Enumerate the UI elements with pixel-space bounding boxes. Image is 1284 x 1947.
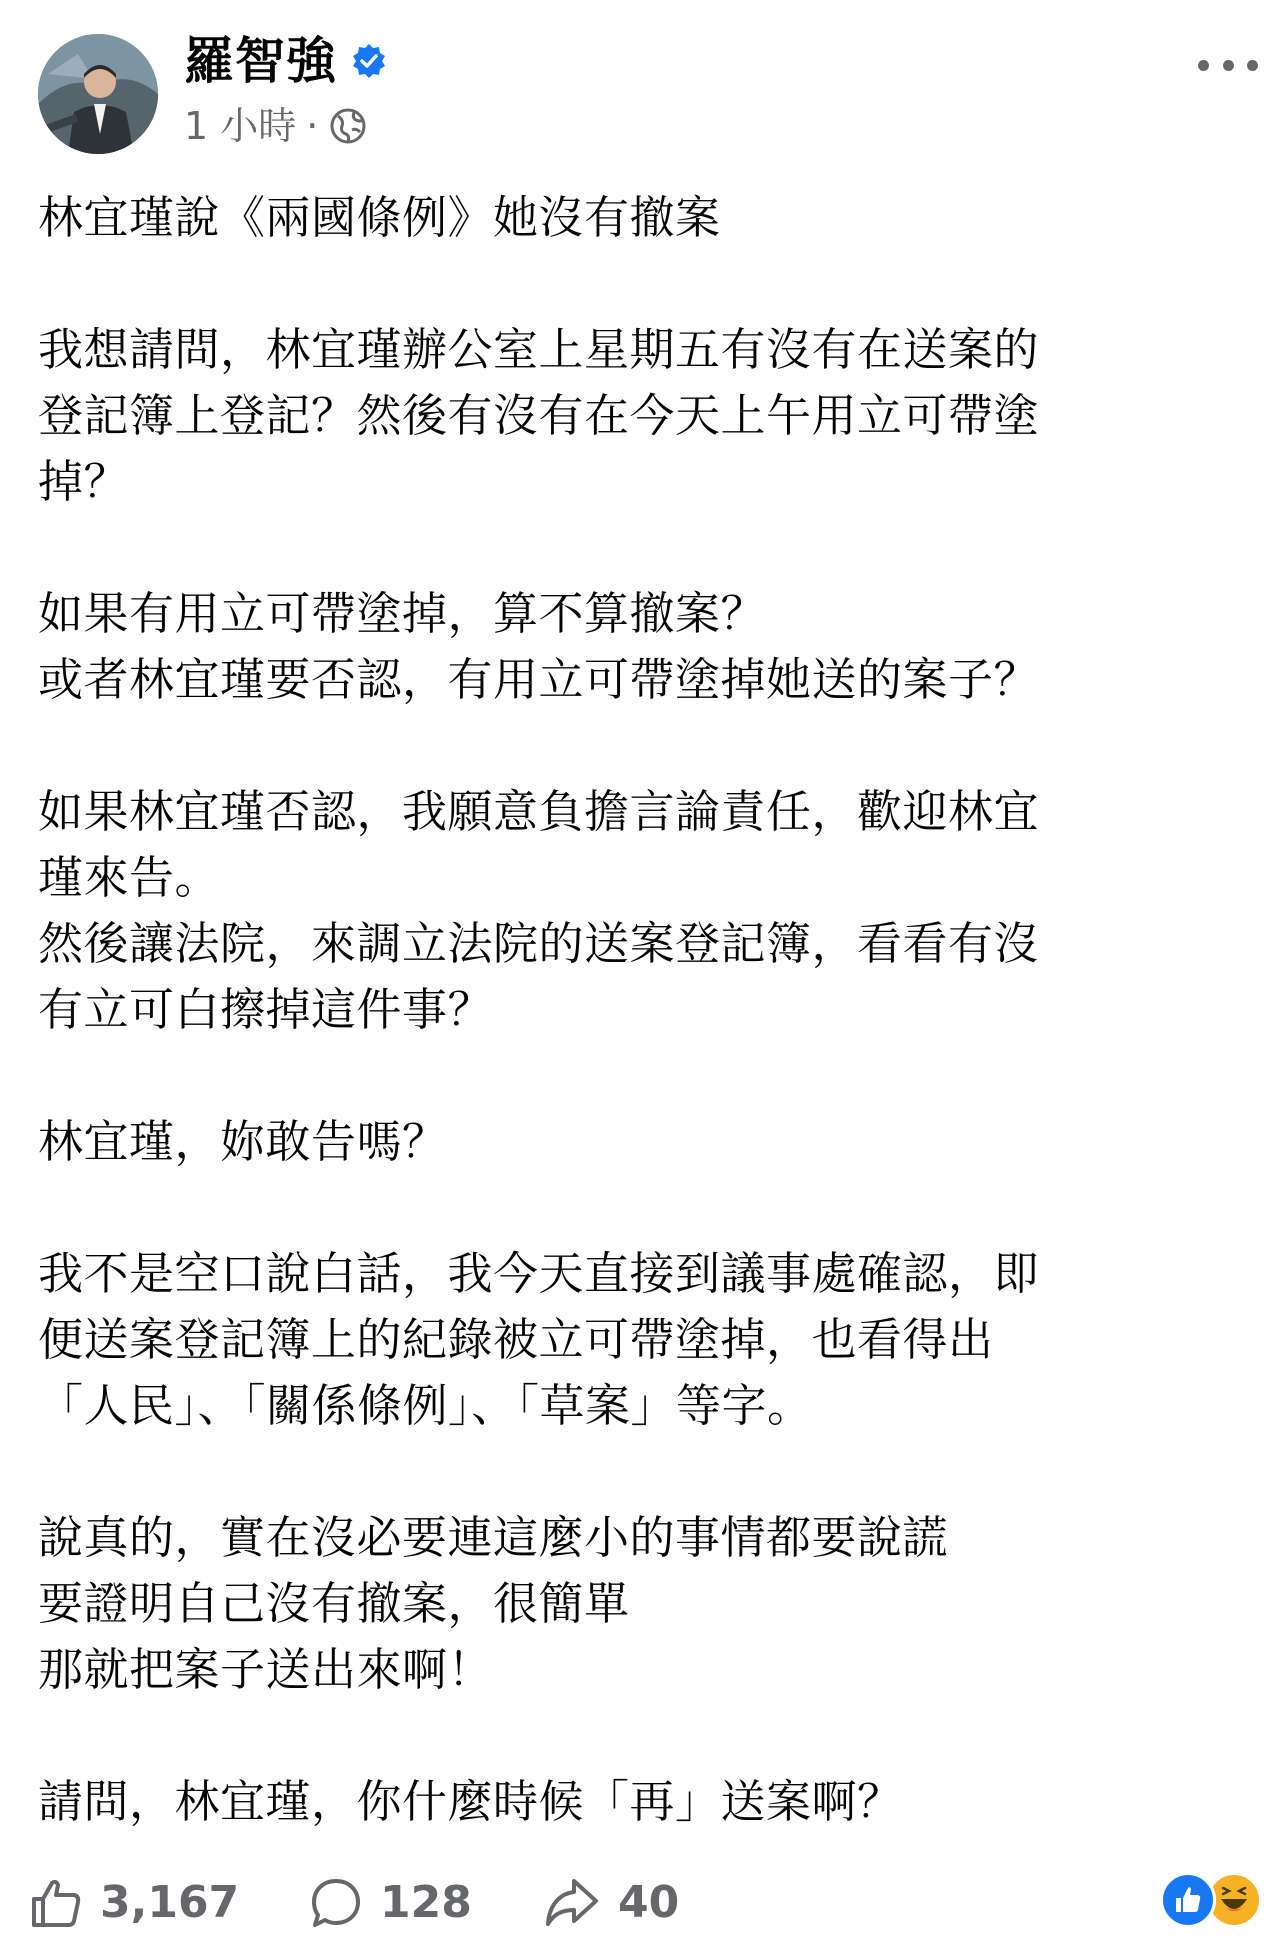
post-text-line: 有立可白擦掉這件事？	[38, 983, 494, 1036]
post-paragraph	[38, 581, 1248, 713]
post-meta	[184, 106, 368, 146]
post-text-line: 掉？	[38, 455, 130, 508]
post-timestamp[interactable]: 1 小時	[184, 104, 297, 148]
globe-icon	[328, 106, 368, 146]
share-count: 40	[618, 1877, 680, 1928]
thumbs-up-icon	[30, 1877, 82, 1929]
meta-separator: ·	[306, 104, 319, 148]
post-text-line: 便送案登記簿上的紀錄被立可帶塗掉，也看得出	[38, 1313, 994, 1366]
reaction-summary[interactable]	[1160, 1872, 1264, 1932]
verified-badge-icon	[351, 43, 387, 79]
post-paragraph	[38, 1109, 1248, 1175]
more-dot	[1198, 60, 1209, 71]
comment-bubble-icon	[310, 1877, 362, 1929]
more-options-icon[interactable]	[1198, 50, 1258, 80]
post-text-line: 那就把案子送出來啊！	[38, 1643, 494, 1696]
post-header	[38, 30, 1258, 160]
comment-button[interactable]	[310, 1868, 472, 1938]
post-paragraph	[38, 1505, 1248, 1703]
comment-count: 128	[380, 1877, 472, 1928]
post-paragraph	[38, 317, 1248, 515]
post-text-line: 林宜瑾，妳敢告嗎？	[38, 1115, 448, 1168]
post-text-line: 「人民」、「關係條例」、「草案」等字。	[38, 1379, 813, 1432]
author-avatar[interactable]	[38, 34, 158, 154]
post-text-line: 如果林宜瑾否認，我願意負擔言論責任，歡迎林宜	[38, 785, 1040, 838]
post-text-line: 瑾來告。	[38, 851, 221, 904]
post-paragraph	[38, 1769, 1248, 1835]
post-text-line: 或者林宜瑾要否認，有用立可帶塗掉她送的案子？	[38, 653, 1040, 706]
post-text	[38, 185, 1248, 1835]
more-dot	[1247, 60, 1258, 71]
post-paragraph	[38, 1241, 1248, 1439]
author-row	[184, 32, 387, 90]
post-text-line: 然後讓法院，來調立法院的送案登記簿，看看有沒	[38, 917, 1040, 970]
post-paragraph	[38, 185, 1248, 251]
post-text-line: 登記簿上登記？然後有沒有在今天上午用立可帶塗	[38, 389, 1040, 442]
like-button[interactable]	[30, 1868, 239, 1938]
post-text-line: 說真的，實在沒必要連這麼小的事情都要說謊	[38, 1511, 949, 1564]
share-button[interactable]	[544, 1868, 679, 1938]
author-name[interactable]: 羅智強	[184, 32, 337, 90]
post-text-line: 我想請問，林宜瑾辦公室上星期五有沒有在送案的	[38, 323, 1040, 376]
post-paragraph	[38, 779, 1248, 1043]
post-text-line: 要證明自己沒有撤案，很簡單	[38, 1577, 630, 1630]
post-text-line: 我不是空口說白話，我今天直接到議事處確認，即	[38, 1247, 1040, 1300]
more-dot	[1223, 60, 1234, 71]
post-text-line: 如果有用立可帶塗掉，算不算撤案？	[38, 587, 767, 640]
like-count: 3,167	[100, 1877, 240, 1928]
post-text-line: 請問，林宜瑾，你什麼時候「再」送案啊？	[38, 1775, 903, 1828]
post-actions	[30, 1868, 1264, 1938]
share-arrow-icon	[544, 1877, 600, 1929]
post-text-line: 林宜瑾說《兩國條例》她沒有撤案	[38, 191, 721, 244]
like-reaction-icon	[1160, 1872, 1216, 1928]
avatar-photo	[38, 34, 158, 154]
